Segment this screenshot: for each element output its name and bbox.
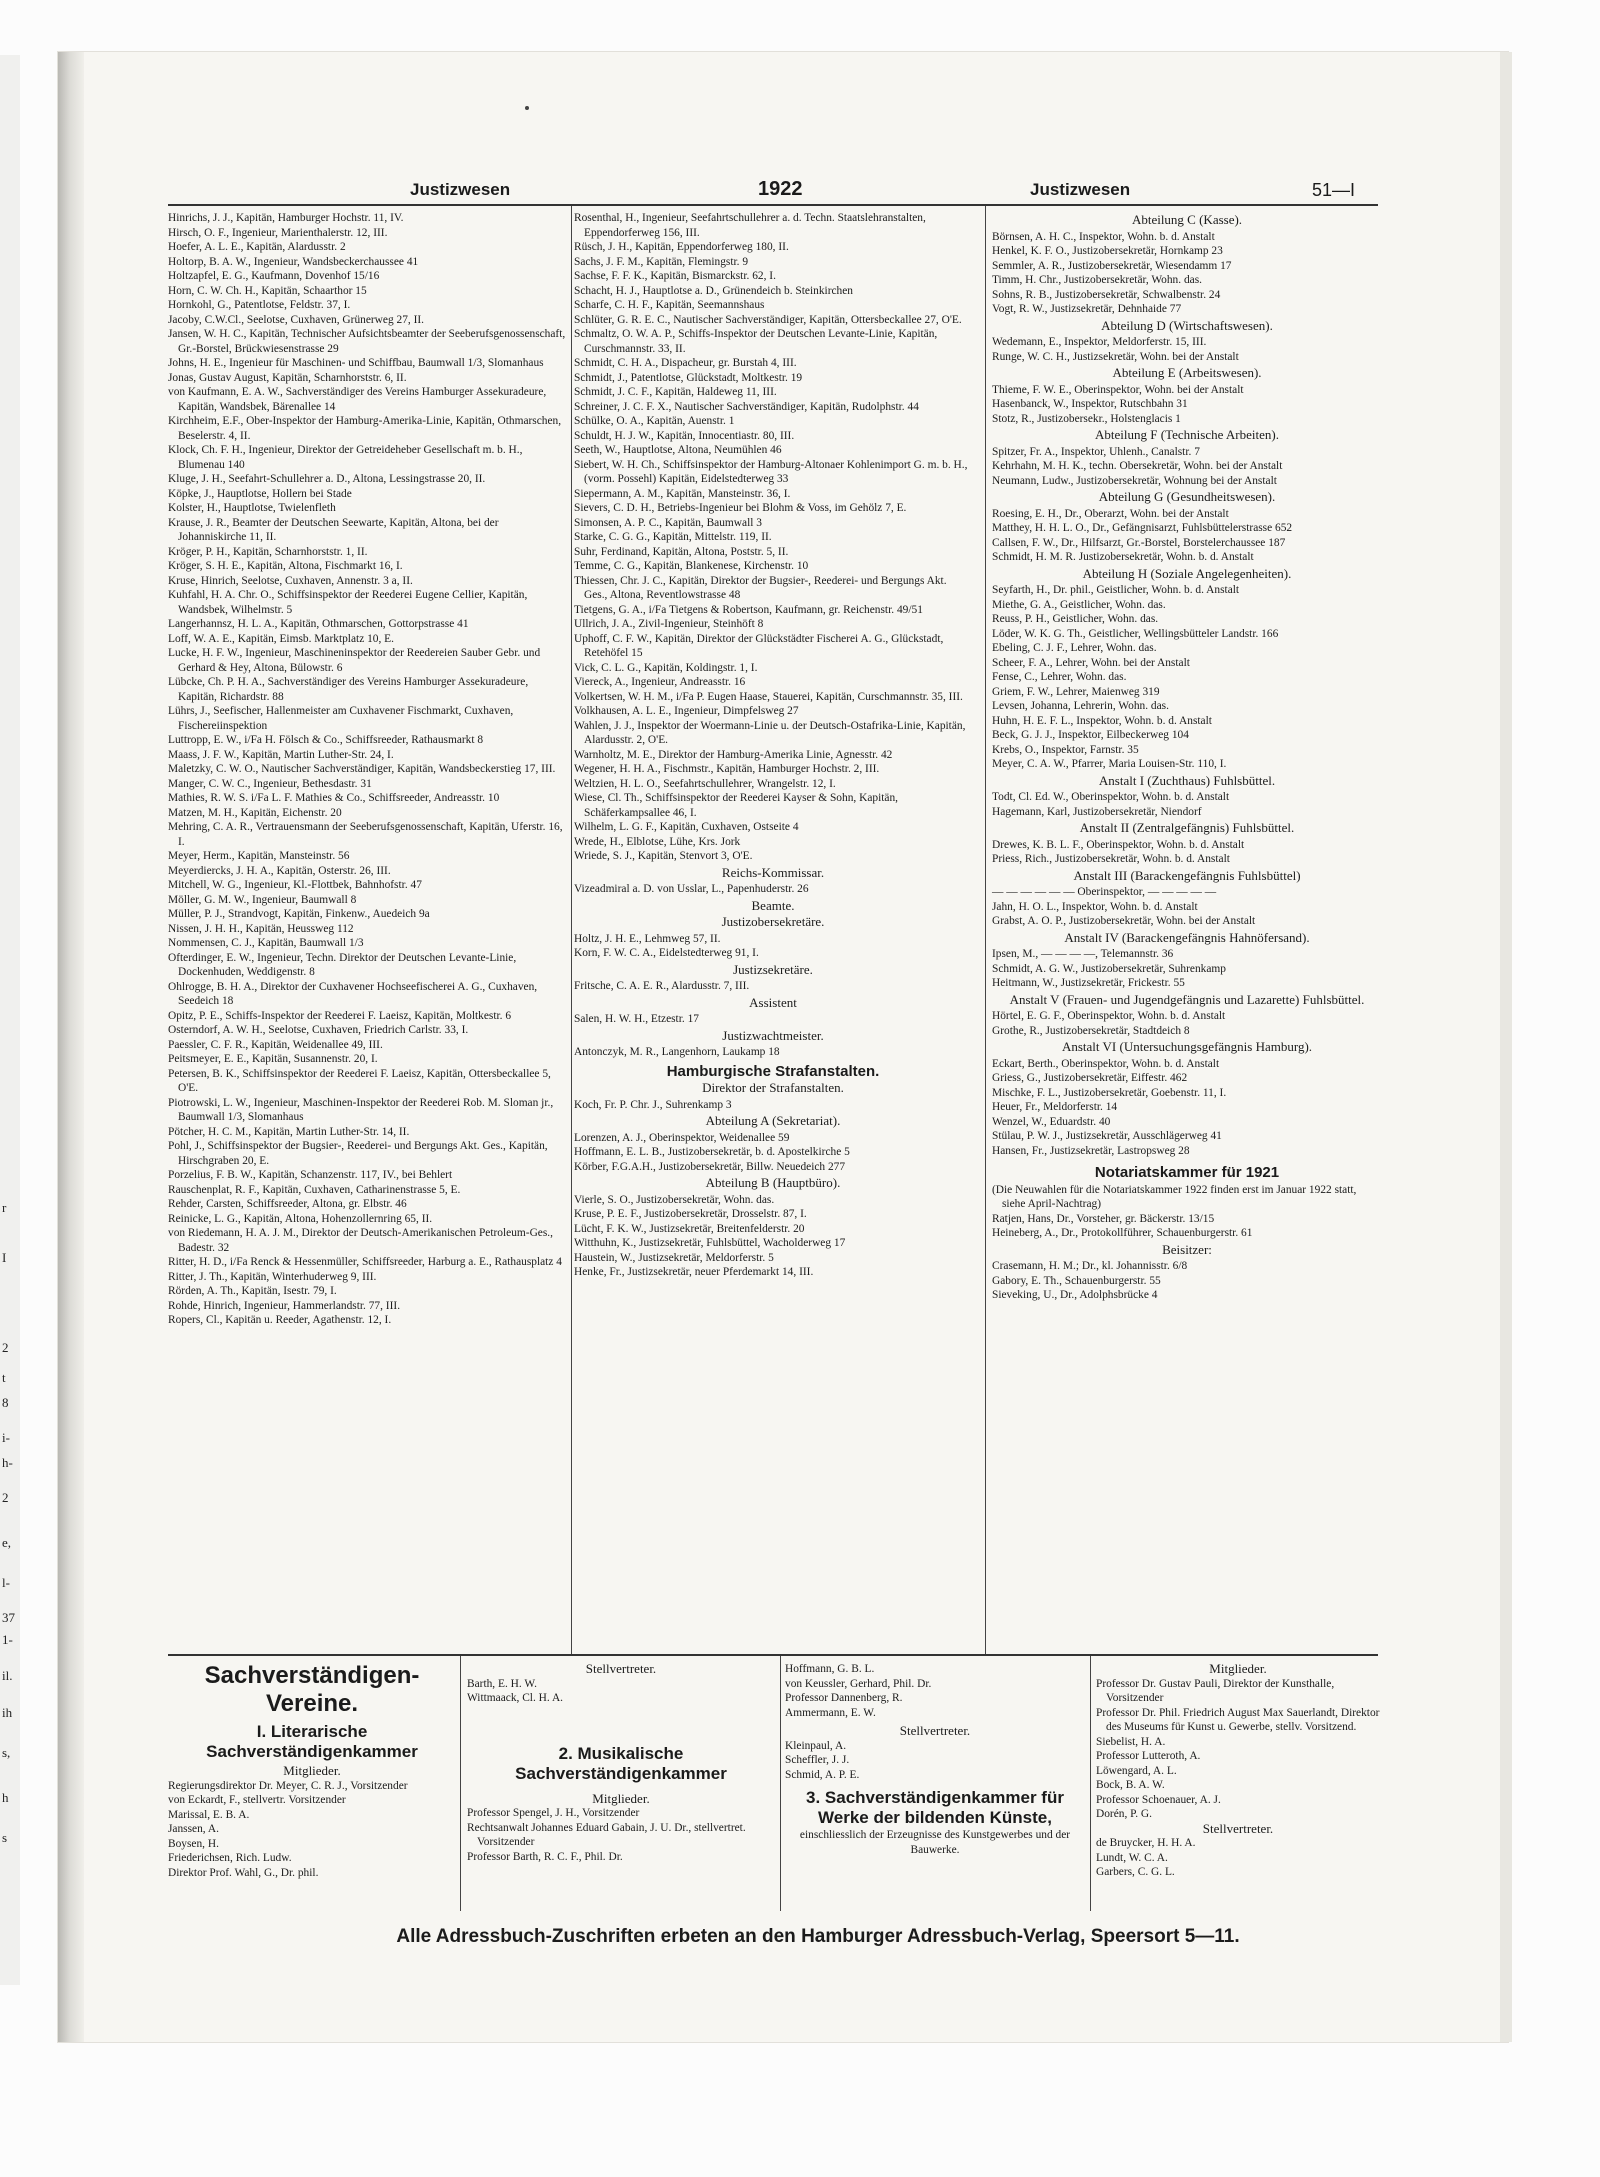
directory-entry: Wriede, S. J., Kapitän, Stenvort 3, O'E. — [574, 850, 753, 862]
list-item: Holtz, J. H. E., Lehmweg 57, II. — [574, 932, 721, 945]
directory-entry: Klock, Ch. F. H., Ingenieur, Direktor der Getreideheber Gesellschaft m. b. H., Blumenau 140 — [168, 444, 523, 471]
list-item: Schmidt, A. G. W., Justizobersekretär, Suhrenkamp — [992, 962, 1226, 975]
musikalische-members — [467, 1806, 775, 1864]
beamte-sub: Justizobersekretäre. — [721, 914, 825, 929]
list-item: Hasenbanck, W., Inspektor, Rutschbahn 31 — [992, 398, 1188, 410]
directory-entry: Schreiner, J. C. F. X., Nautischer Sachverständiger, Kapitän, Rudolphstr. 44 — [574, 400, 919, 413]
directory-entry: Seeth, W., Hauptlotse, Altona, Neumühlen 46 — [574, 444, 782, 456]
directory-entry: von Kaufmann, E. A. W., Sachverständiger des Vereins Hamburger Assekuradeure, Kapitän, Wandsbek, Bärenallee 14 — [168, 386, 547, 413]
list-item: Heuer, Fr., Meldorferstr. 14 — [992, 1101, 1118, 1113]
directory-entry: Nommensen, C. J., Kapitän, Baumwall 1/3 — [168, 937, 364, 949]
list-item: Seyfarth, H., Dr. phil., Geistlicher, Wohn. b. d. Anstalt — [992, 584, 1240, 596]
stellvertreter-list — [785, 1739, 1085, 1783]
list-item: Heitmann, W., Justizsekretär, Frickestr. 55 — [992, 977, 1185, 989]
directory-entry: Volkhausen, A. L. E., Ingenieur, Dimpfelsweg 27 — [574, 705, 799, 717]
list-item: Hoffmann, E. L. B., Justizobersekretär, b. d. Apostelkirche 5 — [574, 1146, 850, 1158]
notariat-note: (Die Neuwahlen für die Notariatskammer 1922 finden erst im Januar 1922 statt, siehe April-Nachtrag) — [992, 1183, 1357, 1210]
list-item: Schmidt, H. M. R. Justizobersekretär, Wohn. b. d. Anstalt — [992, 551, 1254, 563]
list-item: Neumann, Ludw., Justizobersekretär, Wohnung bei der Anstalt — [992, 474, 1277, 487]
abteilung-a-list — [574, 1131, 972, 1175]
list-item: Kleinpaul, A. — [785, 1739, 847, 1752]
list-item: Scheffler, J. J. — [785, 1754, 850, 1766]
bottom-column-2 — [467, 1662, 775, 1864]
list-item: Salen, H. W. H., Etzestr. 17 — [574, 1013, 699, 1025]
list-item: Semmler, A. R., Justizobersekretär, Wiesendamm 17 — [992, 259, 1232, 272]
gutter-mark: 1- — [2, 1632, 13, 1647]
list-item: Dorén, P. G. — [1096, 1808, 1153, 1820]
musikalische-title: 2. Musikalische Sachverständigenkammer — [515, 1743, 727, 1783]
beamte-sub: Assistent — [749, 994, 797, 1010]
directory-entry: Jonas, Gustav August, Kapitän, Scharnhorststr. 6, II. — [168, 371, 407, 384]
directory-entry: Ritter, J. Th., Kapitän, Winterhuderweg 9, III. — [168, 1270, 377, 1283]
directory-entry: Weltzien, H. L. O., Seefahrtschullehrer, Wrangelstr. 12, I. — [574, 777, 836, 790]
mitglieder-label: Mitglieder. — [1209, 1661, 1267, 1676]
section-heading: Abteilung D (Wirtschaftswesen). — [1101, 317, 1273, 333]
list-item: Hansen, Fr., Justizsekretär, Lastropsweg 28 — [992, 1144, 1190, 1157]
gutter-mark: I — [2, 1250, 7, 1265]
stellvertreter-list — [1096, 1836, 1380, 1880]
list-item: Barth, E. H. W. — [467, 1677, 537, 1690]
header-left: Justizwesen — [410, 180, 511, 199]
directory-entry: Lucke, H. F. W., Ingenieur, Maschineninspektor der Reedereien Sauber Gebr. und Gerhard & Hey, Altona, Bülowstr. 6 — [168, 647, 541, 674]
list-item: Sieveking, U., Dr., Adolphsbrücke 4 — [992, 1289, 1158, 1301]
directory-entry: Volkertsen, W. H. M., i/Fa P. Eugen Haase, Stauerei, Kapitän, Curschmannstr. 35, III. — [574, 690, 963, 703]
list-item: Kruse, P. E. F., Justizobersekretär, Drosselstr. 87, I. — [574, 1208, 807, 1220]
list-item: Löwengard, A. L. — [1096, 1764, 1177, 1777]
directory-entry: Kolster, H., Hauptlotse, Twielenfleth — [168, 502, 336, 514]
list-item: Marissal, E. B. A. — [168, 1808, 250, 1821]
directory-entry: Ohlrogge, B. H. A., Direktor der Cuxhavener Hochseefischerei A. G., Cuxhaven, Seedeich 18 — [168, 980, 538, 1007]
gutter-mark: 37 — [2, 1610, 15, 1625]
column-2 — [574, 211, 972, 1280]
directory-entry: Viereck, A., Ingenieur, Andreasstr. 16 — [574, 676, 746, 688]
directory-entry: Wrede, H., Elblotse, Lühe, Krs. Jork — [574, 835, 741, 848]
directory-entry: Vick, C. L. G., Kapitän, Koldingstr. 1, I. — [574, 661, 758, 674]
directory-entry: Pohl, J., Schiffsinspektor der Bugsier-, Reederei- und Bergungs Akt. Ges., Kapitän, Hirschgraben 20, E. — [168, 1140, 548, 1167]
directory-entry: Rosenthal, H., Ingenieur, Seefahrtschullehrer a. d. Techn. Staatslehranstalten, Eppendorferweg 156, III. — [574, 212, 926, 239]
list-item: Spitzer, Fr. A., Inspektor, Uhlenh., Canalstr. 7 — [992, 445, 1200, 458]
list-item: Friederichsen, Rich. Ludw. — [168, 1852, 292, 1864]
column-divider — [571, 206, 572, 1654]
bottom-column-3 — [785, 1662, 1085, 1857]
directory-entry: Matzen, M. H., Kapitän, Eichenstr. 20 — [168, 806, 342, 819]
gutter-mark: l- — [2, 1575, 10, 1590]
directory-entry: Kirchheim, E.F., Ober-Inspektor der Hamburg-Amerika-Linie, Kapitän, Othmarschen, Beselerstr. 4, II. — [168, 415, 562, 442]
list-item: Ammermann, E. W. — [785, 1706, 876, 1719]
list-item: Griem, F. W., Lehrer, Maienweg 319 — [992, 685, 1160, 698]
list-item: Professor Dr. Gustav Pauli, Direktor der Kunsthalle, Vorsitzender — [1096, 1677, 1335, 1704]
stellvertreter-label: Stellvertreter. — [585, 1661, 657, 1676]
list-item: Gabory, E. Th., Schauenburgerstr. 55 — [992, 1274, 1161, 1287]
page-number: 51—I — [1312, 180, 1356, 200]
abteilung-b-list — [574, 1193, 972, 1280]
section-heading: Abteilung F (Technische Arbeiten). — [1095, 427, 1279, 442]
list-item: Thieme, F. W. E., Oberinspektor, Wohn. bei der Anstalt — [992, 383, 1244, 396]
list-item: Ratjen, Hans, Dr., Vorsteher, gr. Bäckerstr. 13/15 — [992, 1212, 1215, 1225]
list-item: Börnsen, A. H. C., Inspektor, Wohn. b. d. Anstalt — [992, 230, 1215, 243]
list-item: Huhn, H. E. F. L., Inspektor, Wohn. b. d. Anstalt — [992, 714, 1212, 727]
section-heading: Abteilung G (Gesundheitswesen). — [1098, 489, 1276, 504]
list-item: Professor Lutteroth, A. — [1096, 1750, 1201, 1762]
list-item: Korn, F. W. C. A., Eidelstedterweg 91, I. — [574, 947, 759, 959]
header-rule — [168, 204, 1378, 206]
list-item: Garbers, C. G. L. — [1096, 1866, 1175, 1878]
list-item: Jahn, H. O. L., Inspektor, Wohn. b. d. Anstalt — [992, 900, 1198, 913]
directory-entry: Johns, H. E., Ingenieur für Maschinen- und Schiffbau, Baumwall 1/3, Slomanhaus — [168, 357, 544, 369]
directory-entry: Sievers, C. D. H., Betriebs-Ingenieur bei Blohm & Voss, im Gehölz 7, E. — [574, 502, 907, 514]
list-item: von Eckardt, F., stellvertr. Vorsitzender — [168, 1794, 346, 1806]
directory-entry: Schuldt, H. J. W., Kapitän, Innocentiastr. 80, III. — [574, 429, 795, 442]
reichs-line: Vizeadmiral a. D. von Usslar, L., Papenhuderstr. 26 — [574, 883, 809, 895]
list-item: Scheer, F. A., Lehrer, Wohn. bei der Anstalt — [992, 656, 1190, 669]
directory-entry: Rauschenplat, R. F., Kapitän, Cuxhaven, Catharinenstrasse 5, E. — [168, 1183, 461, 1196]
sachverstaendigen-title: Sachverständigen-Vereine. — [204, 1662, 420, 1717]
list-item: Roesing, E. H., Dr., Oberarzt, Wohn. bei der Anstalt — [992, 507, 1229, 520]
directory-entry: Köpke, J., Hauptlotse, Hollern bei Stade — [168, 487, 352, 500]
directory-entry: Wilhelm, L. G. F., Kapitän, Cuxhaven, Ostseite 4 — [574, 821, 799, 833]
directory-entry: Rüsch, J. H., Kapitän, Eppendorferweg 180, II. — [574, 241, 789, 253]
list-item: Levsen, Johanna, Lehrerin, Wohn. das. — [992, 700, 1169, 712]
section-rule — [168, 1654, 1378, 1656]
directory-entry: Porzelius, F. B. W., Kapitän, Schanzenstr. 117, IV., bei Behlert — [168, 1169, 453, 1181]
directory-entry: Wiese, Cl. Th., Schiffsinspektor der Reederei Kayser & Sohn, Kapitän, Schäferkampsallee 46, I. — [574, 792, 898, 819]
directory-entry: Kröger, S. H. E., Kapitän, Altona, Fischmarkt 16, I. — [168, 560, 403, 572]
list-item: Stotz, R., Justizobersekr., Holstenglacis 1 — [992, 412, 1181, 425]
abteilung-b-title: Abteilung B (Hauptbüro). — [705, 1175, 841, 1190]
directory-entry: Ritter, H. D., i/Fa Renck & Hessenmüller, Schiffsreeder, Harburg a. E., Rathausplatz 4 — [168, 1256, 562, 1268]
directory-entry: Simonsen, A. P. C., Kapitän, Baumwall 3 — [574, 516, 762, 529]
list-item: Henke, Fr., Justizsekretär, neuer Pferdemarkt 14, III. — [574, 1266, 814, 1278]
list-item: Crasemann, H. M.; Dr., kl. Johannisstr. 6/8 — [992, 1260, 1188, 1272]
notariat-list — [992, 1212, 1382, 1241]
gutter-mark: h — [2, 1790, 9, 1805]
list-item: Löder, W. K. G. Th., Geistlicher, Wellingsbütteler Landstr. 166 — [992, 627, 1279, 640]
column-divider — [780, 1656, 781, 1911]
gutter-mark: ih — [2, 1705, 13, 1720]
list-item: Miethe, G. A., Geistlicher, Wohn. das. — [992, 598, 1166, 611]
page-right-edge — [1500, 52, 1512, 2042]
stellvertreter-label: Stellvertreter. — [1202, 1820, 1274, 1836]
list-item: Antonczyk, M. R., Langenhorn, Laukamp 18 — [574, 1046, 780, 1058]
directory-entry: Sachs, J. F. M., Kapitän, Flemingstr. 9 — [574, 255, 749, 268]
directory-entry: Schmidt, C. H. A., Dispacheur, gr. Burstah 4, III. — [574, 357, 797, 369]
directory-entry: Luttropp, E. W., i/Fa H. Fölsch & Co., Schiffsreeder, Rathausmarkt 8 — [168, 734, 484, 746]
directory-entry: Sachse, F. F. K., Kapitän, Bismarckstr. 62, I. — [574, 270, 776, 282]
list-item: Lücht, F. K. W., Justizsekretär, Breitenfelderstr. 20 — [574, 1222, 805, 1235]
list-item: Grabst, A. O. P., Justizobersekretär, Wohn. bei der Anstalt — [992, 915, 1256, 927]
page-spine-shadow — [58, 52, 84, 2042]
notariat-list — [992, 1259, 1382, 1303]
notariat-title: Notariatskammer für 1921 — [1094, 1164, 1280, 1181]
list-item: Kehrhahn, M. H. K., techn. Obersekretär, Wohn. bei der Anstalt — [992, 460, 1283, 472]
strafanstalten-director: Koch, Fr. P. Chr. J., Suhrenkamp 3 — [574, 1098, 732, 1111]
column-divider — [1090, 1656, 1091, 1911]
directory-entry: Kröger, P. H., Kapitän, Scharnhorststr. 1, II. — [168, 545, 368, 558]
directory-entry: Hoefer, A. L. E., Kapitän, Alardusstr. 2 — [168, 241, 346, 253]
gutter-mark: 2 — [2, 1340, 9, 1355]
literarische-title: I. Literarische Sachverständigenkammer — [206, 1722, 418, 1761]
bildende-kuenste-note: einschliesslich der Erzeugnisse des Kunstgewerbes und der Bauwerke. — [799, 1829, 1071, 1856]
gutter-mark: t — [2, 1370, 6, 1385]
directory-entry: Siepermann, A. M., Kapitän, Mansteinstr. 36, I. — [574, 487, 791, 500]
list-item: Wenzel, W., Eduardstr. 40 — [992, 1115, 1111, 1128]
directory-entry: Rohde, Hinrich, Ingenieur, Hammerlandstr. 77, III. — [168, 1299, 401, 1312]
list-item: Rechtsanwalt Johannes Eduard Gabain, J. U. Dr., stellvertret. Vorsitzender — [467, 1821, 746, 1848]
footer-notice: Alle Adressbuch-Zuschriften erbeten an den Hamburger Adressbuch-Verlag, Speersort 5—11. — [396, 1926, 1240, 1947]
directory-entry: Lübcke, Ch. P. H. A., Sachverständiger des Vereins Hamburger Assekuradeure, Kapitän, Richardstr. 88 — [168, 676, 529, 703]
directory-entry: Kluge, J. H., Seefahrt-Schullehrer a. D., Altona, Lessingstrasse 20, II. — [168, 473, 486, 485]
list-item: Janssen, A. — [168, 1823, 219, 1835]
list-item: Siebelist, H. A. — [1096, 1735, 1166, 1748]
directory-entry: Temme, C. G., Kapitän, Blankenese, Kirchenstr. 10 — [574, 560, 809, 572]
directory-entry: Loff, W. A. E., Kapitän, Eimsb. Marktplatz 10, E. — [168, 632, 394, 645]
directory-entry: Kruse, Hinrich, Seelotse, Cuxhaven, Annenstr. 3 a, II. — [168, 574, 413, 587]
directory-entry: Hirsch, O. F., Ingenieur, Marienthalerstr. 12, III. — [168, 226, 388, 239]
column-divider — [460, 1656, 461, 1911]
musikalische-members-continued — [785, 1662, 1085, 1720]
directory-entry: Hornkohl, G., Patentlotse, Feldstr. 37, I. — [168, 299, 351, 311]
directory-entry: Rehder, Carsten, Schiffsreeder, Altona, gr. Elbstr. 46 — [168, 1198, 407, 1210]
directory-entry: Holtorp, B. A. W., Ingenieur, Wandsbeckerchaussee 41 — [168, 255, 419, 268]
directory-entry: Opitz, P. E., Schiffs-Inspektor der Reederei F. Laeisz, Kapitän, Moltkestr. 6 — [168, 1009, 512, 1022]
beamte-list — [574, 932, 972, 961]
list-item: Hagemann, Karl, Justizobersekretär, Niendorf — [992, 805, 1202, 818]
strafanstalten-title: Hamburgische Strafanstalten. — [666, 1062, 880, 1080]
list-item: Bock, B. A. W. — [1096, 1779, 1165, 1791]
gutter-mark: il. — [2, 1668, 13, 1683]
section-heading: Anstalt II (Zentralgefängnis) Fuhlsbüttel. — [1079, 820, 1295, 835]
list-item: Hoffmann, G. B. L. — [785, 1663, 875, 1675]
gutter-mark: r — [2, 1200, 7, 1215]
list-item: Professor Spengel, J. H., Vorsitzender — [467, 1807, 640, 1819]
directory-entry: Hinrichs, J. J., Kapitän, Hamburger Hochstr. 11, IV. — [168, 212, 404, 224]
directory-entry: Nissen, J. H. H., Kapitän, Heussweg 112 — [168, 922, 354, 935]
directory-entry: Rörden, A. Th., Kapitän, Isestr. 79, I. — [168, 1285, 337, 1297]
directory-entry: Mathies, R. W. S. i/Fa L. F. Mathies & Co., Schiffsreeder, Andreasstr. 10 — [168, 792, 500, 804]
gutter-mark: i- — [2, 1430, 10, 1445]
column-3 — [992, 211, 1382, 1303]
column-3-sections — [992, 213, 1382, 1158]
column-1 — [168, 211, 568, 1328]
directory-entry: Pötcher, H. C. M., Kapitän, Martin Luther-Str. 14, II. — [168, 1125, 410, 1138]
list-item: von Keussler, Gerhard, Phil. Dr. — [785, 1677, 932, 1690]
directory-entry: Reinicke, L. G., Kapitän, Altona, Hohenzollernring 65, II. — [168, 1212, 433, 1225]
directory-entry: Jacoby, C.W.Cl., Seelotse, Cuxhaven, Grünerweg 27, II. — [168, 313, 425, 326]
directory-entry: Lührs, J., Seefischer, Hallenmeister am Cuxhavener Fischmarkt, Cuxhaven, Fischereiinspektion — [168, 705, 514, 732]
header-right: Justizwesen — [1030, 180, 1131, 199]
directory-entry: Scharfe, C. H. F., Kapitän, Seemannshaus — [574, 299, 765, 311]
directory-entry: Starke, C. G. G., Kapitän, Mittelstr. 119, II. — [574, 531, 772, 543]
gutter-mark: 2 — [2, 1490, 9, 1505]
strafanstalten-sub: Direktor der Strafanstalten. — [702, 1080, 844, 1095]
list-item: Eckart, Berth., Oberinspektor, Wohn. b. d. Anstalt — [992, 1057, 1220, 1070]
list-item: Timm, H. Chr., Justizobersekretär, Wohn. das. — [992, 274, 1202, 286]
beamte-title: Beamte. — [751, 897, 795, 913]
list-item: — — — — — — Oberinspektor, — — — — — — [992, 886, 1217, 898]
directory-entry: Schacht, H. J., Hauptlotse a. D., Grünendeich b. Steinkirchen — [574, 284, 854, 297]
bottom-column-4 — [1096, 1662, 1380, 1880]
list-item: Sohns, R. B., Justizobersekretär, Schwalbenstr. 24 — [992, 288, 1221, 301]
directory-entry: von Riedemann, H. A. J. M., Direktor der Deutsch-Amerikanischen Petroleum-Ges., Badestr. 32 — [168, 1227, 553, 1254]
gutter-mark: e, — [2, 1535, 12, 1550]
directory-entry: Wahlen, J. J., Inspektor der Woermann-Linie u. der Deutsch-Ostafrika-Linie, Kapitän, Alardusstr. 2, O'E. — [574, 719, 966, 746]
directory-entry: Ullrich, J. A., Zivil-Ingenieur, Steinhöft 8 — [574, 618, 764, 630]
list-item: Boysen, H. — [168, 1837, 219, 1850]
stellvertreter-label: Stellvertreter. — [899, 1723, 971, 1738]
list-item: Meyer, C. A. W., Pfarrer, Maria Louisen-Str. 110, I. — [992, 758, 1227, 770]
directory-entry: Horn, C. W. Ch. H., Kapitän, Schaarthor 15 — [168, 284, 367, 297]
column-divider — [985, 206, 986, 1654]
directory-entry: Mitchell, W. G., Ingenieur, Kl.-Flottbek, Bahnhofstr. 47 — [168, 879, 422, 891]
directory-entry: Schlüter, G. R. E. C., Nautischer Sachverständiger, Kapitän, Ottersbeckallee 27, O'E. — [574, 313, 962, 326]
directory-entry: Krause, J. R., Beamter der Deutschen Seewarte, Kapitän, Altona, bei der Johanniskirche 11, II. — [168, 516, 499, 543]
list-item: Professor Schoenauer, A. J. — [1096, 1793, 1221, 1806]
directory-entry: Petersen, B. K., Schiffsinspektor der Reederei F. Laeisz, Kapitän, Ottersbeckallee 5, O'E. — [168, 1067, 551, 1094]
directory-entry: Paessler, C. F. R., Kapitän, Weidenallee 49, III. — [168, 1038, 383, 1051]
directory-entry: Schmaltz, O. W. A. P., Schiffs-Inspektor der Deutschen Levante-Linie, Kapitän, Curschmannstr. 33, II. — [574, 328, 938, 355]
beamte-list — [574, 1045, 972, 1060]
section-heading: Anstalt VI (Untersuchungsgefängnis Hamburg). — [1061, 1039, 1313, 1054]
directory-entry: Schmidt, J. C. F., Kapitän, Haldeweg 11, III. — [574, 386, 777, 398]
abteilung-a-title: Abteilung A (Sekretariat). — [705, 1113, 841, 1128]
directory-entry: Schmidt, J., Patentlotse, Glückstadt, Moltkestr. 19 — [574, 371, 803, 384]
list-item: Ipsen, M., — — — —, Telemannstr. 36 — [992, 948, 1174, 960]
directory-entry: Schülke, O. A., Kapitän, Auenstr. 1 — [574, 415, 735, 427]
directory-entry: Kuhfahl, H. A. Chr. O., Schiffsinspektor der Reederei Eugene Cellier, Kapitän, Wandsbek, Wilhelmstr. 5 — [168, 589, 528, 616]
mitglieder-label: Mitglieder. — [283, 1763, 341, 1778]
directory-entry: Peitsmeyer, E. E., Kapitän, Susannenstr. 20, I. — [168, 1053, 378, 1065]
mitglieder-label: Mitglieder. — [592, 1790, 650, 1806]
directory-entry: Wegener, H. H. A., Fischmstr., Kapitän, Hamburger Hochstr. 2, III. — [574, 763, 880, 775]
section-heading: Abteilung C (Kasse). — [1131, 212, 1243, 227]
list-item: Reuss, P. H., Geistlicher, Wohn. das. — [992, 613, 1159, 625]
directory-entry: Maletzky, C. W. O., Nautischer Sachverständiger, Kapitän, Wandsbeckerstieg 17, III. — [168, 763, 556, 775]
beamte-sub: Justizwachtmeister. — [722, 1027, 824, 1043]
bildende-kuenste-title: 3. Sachverständigenkammer für Werke der bildenden Künste, — [806, 1788, 1064, 1827]
list-item: Regierungsdirektor Dr. Meyer, C. R. J., Vorsitzender — [168, 1779, 408, 1792]
list-item: Griess, G., Justizobersekretär, Eiffestr. 462 — [992, 1072, 1188, 1084]
gutter-mark: 8 — [2, 1395, 9, 1410]
list-item: Wedemann, E., Inspektor, Meldorferstr. 15, III. — [992, 336, 1207, 348]
list-item: Körber, F.G.A.H., Justizobersekretär, Billw. Neuedeich 277 — [574, 1160, 846, 1173]
list-item: Lundt, W. C. A. — [1096, 1851, 1168, 1864]
list-item: Henkel, K. F. O., Justizobersekretär, Hornkamp 23 — [992, 245, 1223, 257]
kunst-members — [1096, 1677, 1380, 1822]
list-item: Fritsche, C. A. E. R., Alardusstr. 7, III. — [574, 980, 750, 992]
directory-entry: Möller, G. M. W., Ingenieur, Baumwall 8 — [168, 893, 357, 906]
list-item: de Bruycker, H. H. A. — [1096, 1837, 1196, 1849]
list-item: Mischke, F. L., Justizobersekretär, Goebenstr. 11, I. — [992, 1086, 1227, 1099]
list-item: Lorenzen, A. J., Oberinspektor, Weidenallee 59 — [574, 1131, 790, 1144]
gutter-mark: s — [2, 1830, 8, 1845]
directory-entry: Warnholtz, M. E., Direktor der Hamburg-Amerika Linie, Agnesstr. 42 — [574, 748, 893, 761]
list-item: Schmid, A. P. E. — [785, 1768, 860, 1781]
beamte-list — [574, 1012, 972, 1027]
gutter-marks — [0, 60, 18, 1960]
header-year: 1922 — [758, 178, 803, 200]
directory-entry: Thiessen, Chr. J. C., Kapitän, Direktor der Bugsier-, Reederei- und Bergungs Akt. Ges., Altona, Reventlowstrasse 48 — [574, 574, 947, 601]
list-item: Drewes, K. B. L. F., Oberinspektor, Wohn. b. d. Anstalt — [992, 838, 1245, 851]
directory-entry: Maass, J. F. W., Kapitän, Martin Luther-Str. 24, I. — [168, 748, 394, 761]
directory-entry: Suhr, Ferdinand, Kapitän, Altona, Poststr. 5, II. — [574, 545, 789, 558]
section-heading: Anstalt III (Barackengefängnis Fuhlsbüttel) — [1073, 867, 1301, 883]
list-item: Callsen, F. W., Dr., Hilfsarzt, Gr.-Borstel, Borstelerchaussee 187 — [992, 536, 1286, 549]
directory-entry: Holtzapfel, E. G., Kaufmann, Dovenhof 15/16 — [168, 270, 380, 282]
section-heading: Anstalt IV (Barackengefängnis Hahnöfersand). — [1064, 929, 1310, 945]
column-2-entries — [574, 211, 972, 864]
list-item: Professor Dr. Phil. Friedrich August Max Sauerlandt, Direktor des Museums für Kunst u. Gewerbe, stellv. Vorsitzend. — [1096, 1706, 1380, 1733]
directory-entry: Meyerdiercks, J. H. A., Kapitän, Osterstr. 26, III. — [168, 864, 391, 877]
list-item: Stülau, P. W. J., Justizsekretär, Ausschlägerweg 41 — [992, 1130, 1222, 1142]
directory-entry: Langerhannsz, H. L. A., Kapitän, Othmarschen, Gottorpstrasse 41 — [168, 618, 469, 630]
print-speck — [525, 106, 529, 110]
directory-entry: Meyer, Herm., Kapitän, Mansteinstr. 56 — [168, 850, 350, 862]
list-item: Haustein, W., Justizsekretär, Meldorferstr. 5 — [574, 1251, 774, 1264]
directory-entry: Ropers, Cl., Kapitän u. Reeder, Agathenstr. 12, I. — [168, 1314, 392, 1326]
notariat-sub: Beisitzer: — [1162, 1241, 1212, 1257]
list-item: Matthey, H. H. L. O., Dr., Gefängnisarzt, Fuhlsbüttelerstrasse 652 — [992, 522, 1293, 534]
gutter-mark: s, — [2, 1745, 11, 1760]
list-item: Runge, W. C. H., Justizsekretär, Wohn. bei der Anstalt — [992, 350, 1239, 363]
list-item: Witthuhn, K., Justizsekretär, Fuhlsbüttel, Wacholderweg 17 — [574, 1237, 846, 1249]
beamte-list — [574, 979, 972, 994]
stellvertreter-list — [467, 1677, 775, 1706]
list-item: Wittmaack, Cl. H. A. — [467, 1692, 564, 1704]
list-item: Ebeling, C. J. F., Lehrer, Wohn. das. — [992, 642, 1157, 654]
list-item: Professor Barth, R. C. F., Phil. Dr. — [467, 1850, 623, 1863]
directory-entry: Piotrowski, L. W., Ingenieur, Maschinen-Inspektor der Reederei Rob. M. Sloman jr., Baumwall 1/3, Slomanhaus — [168, 1096, 554, 1123]
section-heading: Anstalt V (Frauen- und Jugendgefängnis und Lazarette) Fuhlsbüttel. — [1009, 991, 1365, 1007]
list-item: Krebs, O., Inspektor, Farnstr. 35 — [992, 743, 1139, 756]
list-item: Todt, Cl. Ed. W., Oberinspektor, Wohn. b. d. Anstalt — [992, 791, 1230, 803]
directory-entry: Manger, C. W. C., Ingenieur, Bethesdastr. 31 — [168, 777, 372, 790]
directory-entry: Siebert, W. H. Ch., Schiffsinspektor der Hamburg-Altonaer Kohlenimport G. m. b. H., (vorm. Possehl) Kapitän, Eidelstedterweg 33 — [574, 458, 968, 485]
list-item: Beck, G. J. J., Inspektor, Eilbeckerweg 104 — [992, 729, 1189, 741]
literarische-members — [168, 1779, 456, 1881]
reichs-title: Reichs-Kommissar. — [721, 864, 825, 880]
bottom-column-1 — [168, 1662, 456, 1880]
list-item: Vogt, R. W., Justizsekretär, Dehnhaide 77 — [992, 303, 1182, 315]
section-heading: Anstalt I (Zuchthaus) Fuhlsbüttel. — [1098, 772, 1276, 788]
list-item: Heineberg, A., Dr., Protokollführer, Schauenburgerstr. 61 — [992, 1227, 1253, 1239]
list-item: Priess, Rich., Justizobersekretär, Wohn. b. d. Anstalt — [992, 853, 1230, 865]
list-item: Grothe, R., Justizobersekretär, Stadtdeich 8 — [992, 1024, 1190, 1037]
section-heading: Abteilung H (Soziale Angelegenheiten). — [1082, 565, 1292, 581]
list-item: Fense, C., Lehrer, Wohn. das. — [992, 671, 1127, 683]
directory-entry: Tietgens, G. A., i/Fa Tietgens & Robertson, Kaufmann, gr. Reichenstr. 49/51 — [574, 603, 923, 616]
beamte-sub: Justizsekretäre. — [733, 961, 813, 977]
directory-entry: Jansen, W. H. C., Kapitän, Technischer Aufsichtsbeamter der Seeberufsgenossenschaft, Gr.-Borstel, Brückwiesenstrasse 29 — [168, 328, 566, 355]
gutter-mark: h- — [2, 1455, 13, 1470]
directory-entry: Müller, P. J., Strandvogt, Kapitän, Finkenw., Auedeich 9a — [168, 908, 430, 920]
directory-entry: Ofterdinger, E. W., Ingenieur, Techn. Direktor der Deutschen Levante-Linie, Dockenhuden, Weddigenstr. 8 — [168, 951, 517, 978]
list-item: Direktor Prof. Wahl, G., Dr. phil. — [168, 1866, 319, 1879]
list-item: Hörtel, E. G. F., Oberinspektor, Wohn. b. d. Anstalt — [992, 1010, 1226, 1022]
directory-entry: Osterndorf, A. W. H., Seelotse, Cuxhaven, Friedrich Carlstr. 33, I. — [168, 1024, 469, 1036]
directory-entry: Uphoff, C. F. W., Kapitän, Direktor der Glückstädter Fischerei A. G., Glückstadt, Retehöfel 15 — [574, 632, 944, 659]
list-item: Professor Dannenberg, R. — [785, 1692, 903, 1704]
directory-entry: Mehring, C. A. R., Vertrauensmann der Seeberufsgenossenschaft, Kapitän, Uferstr. 16, I. — [168, 821, 563, 848]
section-heading: Abteilung E (Arbeitswesen). — [1112, 365, 1262, 380]
list-item: Vierle, S. O., Justizobersekretär, Wohn. das. — [574, 1193, 775, 1206]
